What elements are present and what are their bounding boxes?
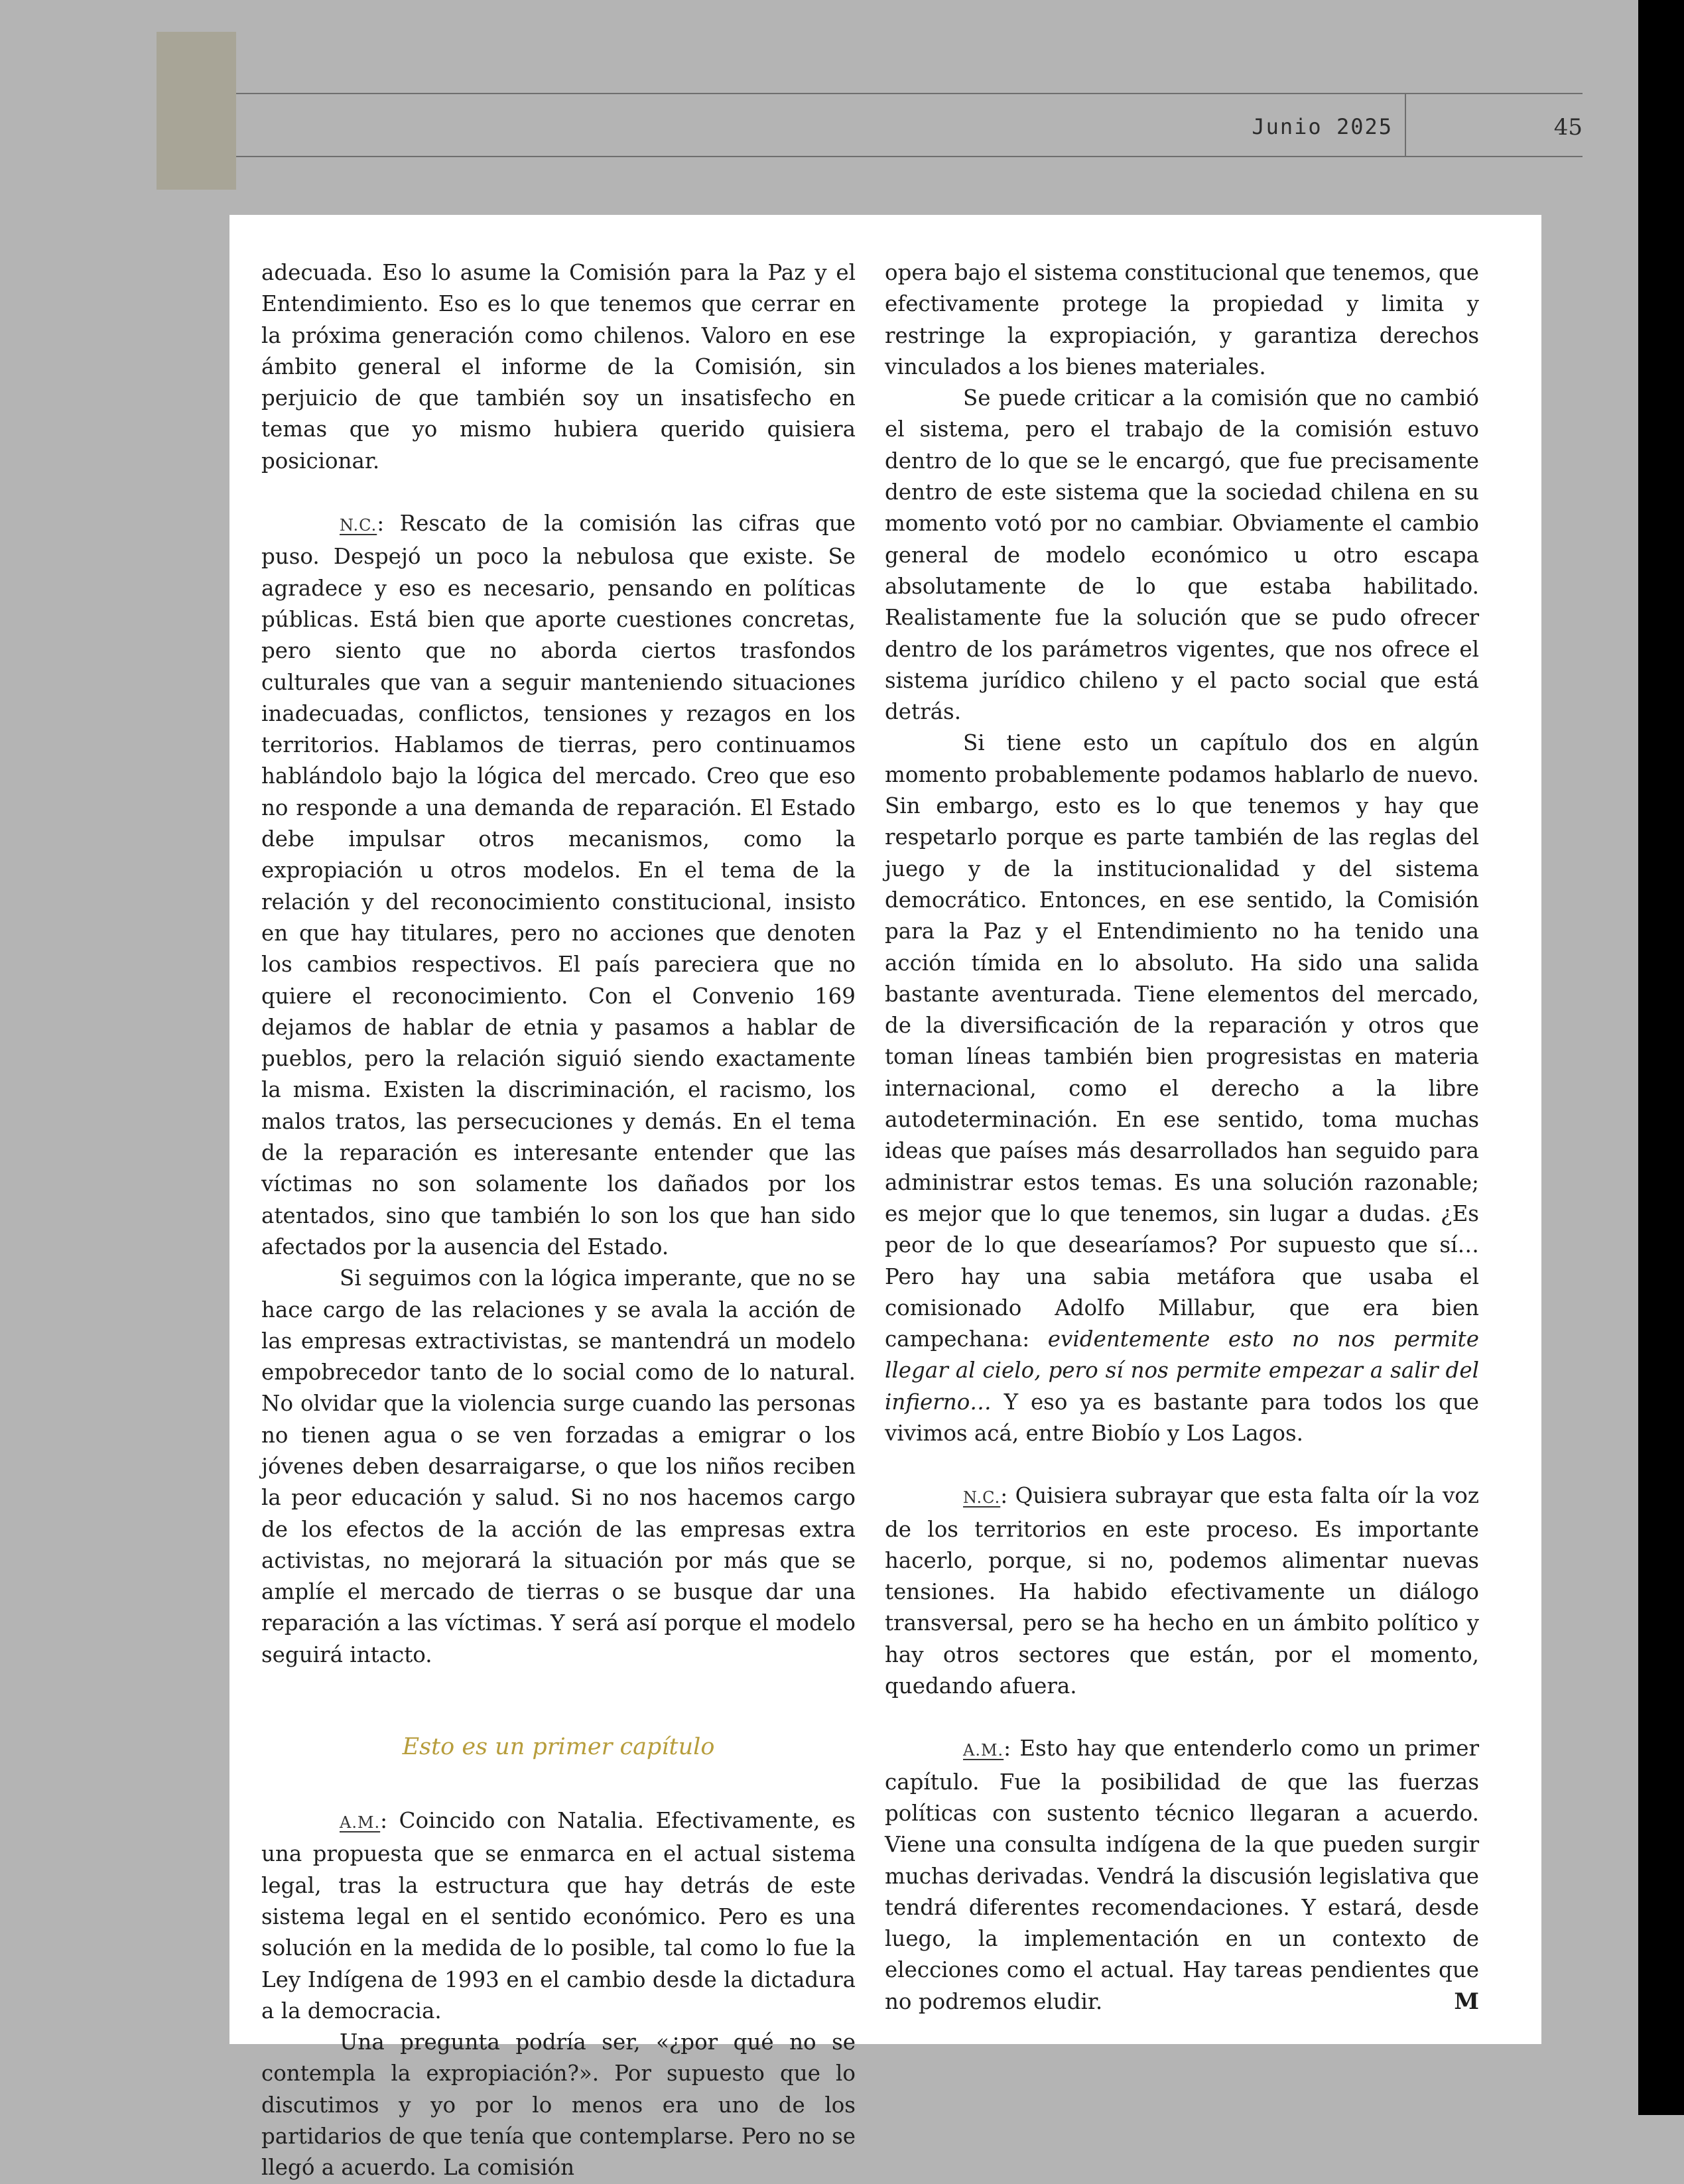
paragraph xyxy=(885,1733,1479,2018)
quote-italic: evidentemente esto no nos permite llegar al cielo, pero sí nos permite empezar a salir del infierno… xyxy=(885,1326,1479,1415)
header-separator xyxy=(1405,93,1406,157)
paragraph xyxy=(261,1805,856,2027)
paragraph-text: : Coincido con Natalia. Efectivamente, es una propuesta que se enmarca en el actual sistema legal, tras la estructura que hay detrás de este sistema legal en el sentido económico. Pero es una solución en la medida de lo posible, tal como lo fue la Ley Indígena de 1993 en el cambio desde la dictadura a la democracia. xyxy=(261,1808,856,2023)
left-column xyxy=(261,257,856,2184)
paragraph-text: Y eso ya es bastante para todos los que vivimos acá, entre Biobío y Los Lagos. xyxy=(885,1389,1479,1446)
paragraph-text: Si tiene esto un capítulo dos en algún momento probablemente podamos hablarlo de nuevo. Sin embargo, esto es lo que tenemos y hay que respetarlo porque es parte también de las reglas del juego y de la institucionalidad y del sistema democrático. Entonces, en ese sentido, la Comisión para la Paz y el Entendimiento no ha tenido una acción tímida en lo absoluto. Ha sido una salida bastante aventurada. Tiene elementos del mercado, de la diversificación de la reparación y otros que toman líneas también bien progresistas en materia internacional, como el derecho a la libre autodeterminación. En ese sentido, toma muchas ideas que países más desarrollados han seguido para administrar estos temas. Es una solución razonable; es mejor que lo que tenemos, sin lugar a dudas. ¿Es peor de lo que desearíamos? Por supuesto que sí… Pero hay una sabia metáfora que usaba el comisionado Adolfo Millabur, que era bien campechana: xyxy=(885,730,1479,1352)
paragraph xyxy=(261,508,856,1263)
paragraph: adecuada. Eso lo asume la Comisión para la Paz y el Entendimiento. Eso es lo que tenemos que cerrar en la próxima generación como chilenos. Valoro en ese ámbito general el informe de la Comisión, sin perjuicio de que también soy un insatisfecho en temas que yo mismo hubiera querido quisiera posicionar. xyxy=(261,260,856,474)
speaker-initials: A.M. xyxy=(963,1741,1004,1760)
speaker-initials: N.C. xyxy=(963,1488,1001,1508)
page-sheet xyxy=(229,215,1541,2181)
paragraph: Una pregunta podría ser, «¿por qué no se contempla la expropiación?». Por supuesto que lo discutimos y yo por lo menos era uno de los partidarios de que tenía que contemplarse. Pero no se llegó a acuerdo. La comisión xyxy=(261,2029,856,2181)
right-edge-bar xyxy=(1638,0,1684,2115)
section-heading: Esto es un primer capítulo xyxy=(402,1734,715,1761)
header-rule-top xyxy=(236,93,1583,94)
speaker-initials: N.C. xyxy=(340,516,377,535)
paragraph-text: : Esto hay que entenderlo como un primer capítulo. Fue la posibilidad de que las fuerzas políticas con sustento técnico llegaran a acuerdo. Viene una consulta indígena de la que pueden surgir muchas derivadas. Vendrá la discusión legislativa que tendrá diferentes recomendaciones. Y estará, desde luego, la implementación en un contexto de elecciones como el actual. Hay tareas pendientes que no podremos eludir. xyxy=(885,1736,1479,2014)
paragraph xyxy=(885,1480,1479,1702)
right-column xyxy=(885,257,1479,2018)
header-rule-bottom xyxy=(236,156,1583,157)
corner-tab-block xyxy=(157,32,236,190)
speaker-initials: A.M. xyxy=(340,1813,381,1832)
paragraph xyxy=(885,728,1479,1449)
paragraph-text: : Rescato de la comisión las cifras que puso. Despejó un poco la nebulosa que existe. Se agradece y eso es necesario, pensando en políticas públicas. Está bien que aporte cuestiones concretas, pero siento que no aborda ciertos trasfondos culturales que van a seguir manteniendo situaciones inadecuadas, conflictos, tensiones y rezagos en los territorios. Hablamos de tierras, pero continuamos hablándolo bajo la lógica del mercado. Creo que eso no responde a una demanda de reparación. El Estado debe impulsar otros mecanismos, como la expropiación u otros modelos. En el tema de la relación y del reconocimiento constitucional, insisto en que hay titulares, pero no acciones que denoten los cambios respectivos. El país pareciera que no quiere el reconocimiento. Con el Convenio 169 dejamos de hablar de etnia y pasamos a hablar de pueblos, pero la relación siguió siendo exactamente la misma. Existen la discriminación, el racismo, los malos tratos, las persecuciones y demás. En el tema de la reparación es interesante entender que las víctimas no son solamente los dañados por los atentados, sino que también lo son los que han sido afectados por la ausencia del Estado. xyxy=(261,511,856,1259)
paragraph: Se puede criticar a la comisión que no cambió el sistema, pero el trabajo de la comisión estuvo dentro de lo que se le encargó, que fue precisamente dentro de este sistema que la sociedad chilena en su momento votó por no cambiar. Obviamente el cambio general de modelo económico u otro escapa absolutamente de lo que estaba habilitado. Realistamente fue la solución que se pudo ofrecer dentro de los parámetros vigentes, que nos ofrece el sistema jurídico chileno y el pacto social que está detrás. xyxy=(885,385,1479,725)
paragraph-text: : Quisiera subrayar que esta falta oír la voz de los territorios en este proceso. Es importante hacerlo, porque, si no, podemos alimentar nuevas tensiones. Ha habido efectivamente un diálogo transversal, pero se ha hecho en un ámbito político y hay otros sectores que están, por el momento, quedando afuera. xyxy=(885,1483,1479,1699)
paragraph: opera bajo el sistema constitucional que tenemos, que efectivamente protege la propiedad y limita y restringe la expropiación, y garantiza derechos vinculados a los bienes materiales. xyxy=(885,260,1480,379)
page-number: 45 xyxy=(1553,114,1583,141)
end-mark: M xyxy=(1454,1988,1479,2015)
paragraph: Si seguimos con la lógica imperante, que no se hace cargo de las relaciones y se avala la acción de las empresas extractivistas, se mantendrá un modelo empobrecedor tanto de lo social como de lo natural. No olvidar que la violencia surge cuando las personas no tienen agua o se ven forzadas a emigrar o los jóvenes deben desarraigarse, o que los niños reciben la peor educación y salud. Si no nos hacemos cargo de los efectos de la acción de las empresas extra activistas, no mejorará la situación por más que se amplíe el mercado de tierras o se busque dar una reparación a las víctimas. Y será así porque el modelo seguirá intacto. xyxy=(261,1265,856,1667)
running-head: Junio 2025 xyxy=(1252,114,1393,139)
